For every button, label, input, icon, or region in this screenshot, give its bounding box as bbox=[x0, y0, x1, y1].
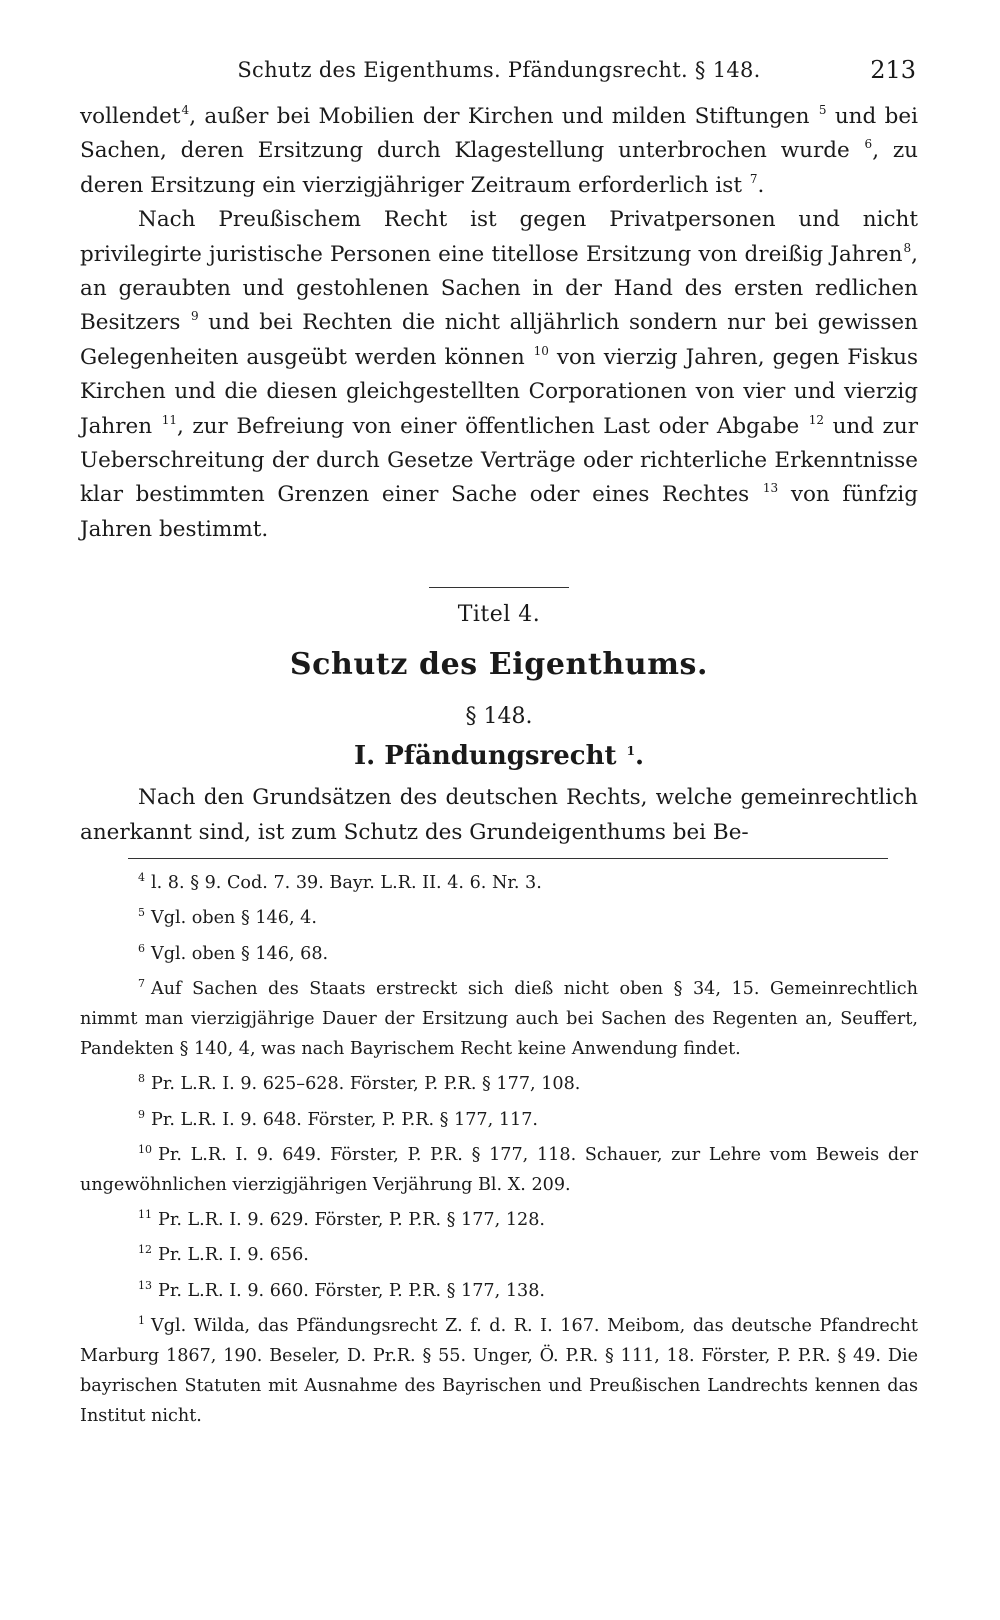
paragraph-continuation: vollendet$^4$, außer bei Mobilien der Kirchen und milden Stiftungen $^5$ und bei Sachen, deren Ersitzung durch Klagestellung unterbrochen wurde $^6$, zu deren Ersitzung ein vierzigjähriger Zeitraum erforderlich ist $^7$. bbox=[80, 103, 919, 198]
footnote-divider bbox=[128, 858, 888, 859]
main-text bbox=[80, 100, 918, 547]
footnote-mark: 11 bbox=[138, 1208, 152, 1222]
footnote: 4 l. 8. § 9. Cod. 7. 39. Bayr. L.R. II. 4. 6. Nr. 3. bbox=[80, 863, 918, 898]
title-number: Titel 4. bbox=[457, 602, 541, 628]
paragraph-pfaendung: Nach den Grundsätzen des deutschen Rechts, welche gemeinrechtlich anerkannt sind, ist zum Schutz des Grundeigenthums bei Be- bbox=[80, 785, 918, 845]
page-number: 213 bbox=[870, 56, 916, 84]
footnote-ref[interactable]: 11 bbox=[161, 412, 177, 427]
section-divider bbox=[429, 587, 569, 588]
footnote: 13 Pr. L.R. I. 9. 660. Förster, P. P.R. § 177, 138. bbox=[80, 1271, 918, 1306]
footnote: 8 Pr. L.R. I. 9. 625–628. Förster, P. P.R. § 177, 108. bbox=[80, 1064, 918, 1099]
footnote-ref[interactable]: 6 bbox=[864, 137, 873, 152]
footnote-mark: 10 bbox=[138, 1142, 152, 1156]
footnote: 6 Vgl. oben § 146, 68. bbox=[80, 934, 918, 969]
chapter-heading: Schutz des Eigenthums. bbox=[289, 647, 709, 683]
footnote: 1 Vgl. Wilda, das Pfändungsrecht Z. f. d. R. I. 167. Meibom, das deutsche Pfandrecht Marburg 1867, 190. Beseler, D. Pr.R. § 55. Unger, Ö. P.R. § 111, 18. Förster, P. P.R. § 49. Die bayrischen Statuten mit Ausnahme des Bayrischen und Preußischen Landrechts kennen das Institut nicht. bbox=[80, 1306, 918, 1432]
paragraph-prussian-law: Nach Preußischem Recht ist gegen Privatpersonen und nicht privilegirte juristische Personen eine titellose Ersitzung von dreißig Jahren$^8$, an geraubten und gestohlenen Sachen in der Hand des ersten redlichen Besitzers $^9$ und bei Rechten die nicht alljährlich sondern nur bei gewissen Gelegenheiten ausgeübt werden können $^{10}$ von vierzig Jahren, gegen Fiskus Kirchen und die diesen gleichgestellten Corporationen von vier und vierzig Jahren $^{11}$, zur Befreiung von einer öffentlichen Last oder Abgabe $^{12}$ und zur Ueberschreitung der durch Gesetze Verträge oder richterliche Erkenntnisse klar bestimmten Grenzen einer Sache oder eines Rechtes $^{13}$ von fünfzig Jahren bestimmt. bbox=[80, 207, 919, 542]
footnote: 11 Pr. L.R. I. 9. 629. Förster, P. P.R. § 177, 128. bbox=[80, 1200, 918, 1235]
running-head bbox=[80, 52, 918, 94]
footnote-ref[interactable]: 10 bbox=[533, 343, 549, 358]
footnote-ref[interactable]: 4 bbox=[181, 103, 190, 117]
footnote-mark: 13 bbox=[138, 1278, 152, 1292]
footnote-mark: 7 bbox=[138, 976, 145, 990]
footnote-ref[interactable]: 7 bbox=[749, 171, 758, 186]
footnote-mark: 4 bbox=[138, 871, 145, 885]
footnote-ref[interactable]: 12 bbox=[808, 412, 825, 427]
footnote-ref[interactable]: 8 bbox=[903, 240, 912, 255]
footnote: 9 Pr. L.R. I. 9. 648. Förster, P. P.R. § 177, 117. bbox=[80, 1100, 918, 1135]
footnote: 12 Pr. L.R. I. 9. 656. bbox=[80, 1235, 918, 1270]
section-text bbox=[80, 781, 918, 850]
footnote-mark: 8 bbox=[138, 1072, 145, 1086]
footnote: 10 Pr. L.R. I. 9. 649. Förster, P. P.R. § 177, 118. Schauer, zur Lehre vom Beweis der ungewöhnlichen vierzigjährigen Verjährung Bl. X. 209. bbox=[80, 1135, 918, 1200]
footnote-ref[interactable]: 13 bbox=[762, 481, 779, 496]
footnotes bbox=[80, 863, 918, 1431]
footnote-mark: 9 bbox=[138, 1107, 145, 1121]
footnote-mark: 12 bbox=[138, 1243, 152, 1257]
section-number: § 148. bbox=[465, 704, 533, 730]
subsection-heading: I. Pfändungsrecht $^1$. bbox=[353, 741, 645, 772]
footnote-ref[interactable]: 5 bbox=[818, 103, 827, 117]
footnote-mark: 1 bbox=[138, 1313, 145, 1327]
footnote-mark: 6 bbox=[138, 941, 145, 955]
footnote-ref[interactable]: 9 bbox=[191, 309, 199, 324]
running-head-title: Schutz des Eigenthums. Pfändungsrecht. § 148. bbox=[237, 58, 761, 82]
footnote: 5 Vgl. oben § 146, 4. bbox=[80, 898, 918, 933]
footnote-ref[interactable]: 1 bbox=[626, 744, 635, 759]
footnote: 7 Auf Sachen des Staats erstreckt sich dieß nicht oben § 34, 15. Gemeinrechtlich nimmt man vierzigjährige Dauer der Ersitzung auch bei Sachen des Regenten an, Seuffert, Pandekten § 140, 4, was nach Bayrischem Recht keine Anwendung findet. bbox=[80, 969, 918, 1065]
book-page bbox=[80, 52, 918, 1432]
footnote-mark: 5 bbox=[138, 906, 145, 920]
